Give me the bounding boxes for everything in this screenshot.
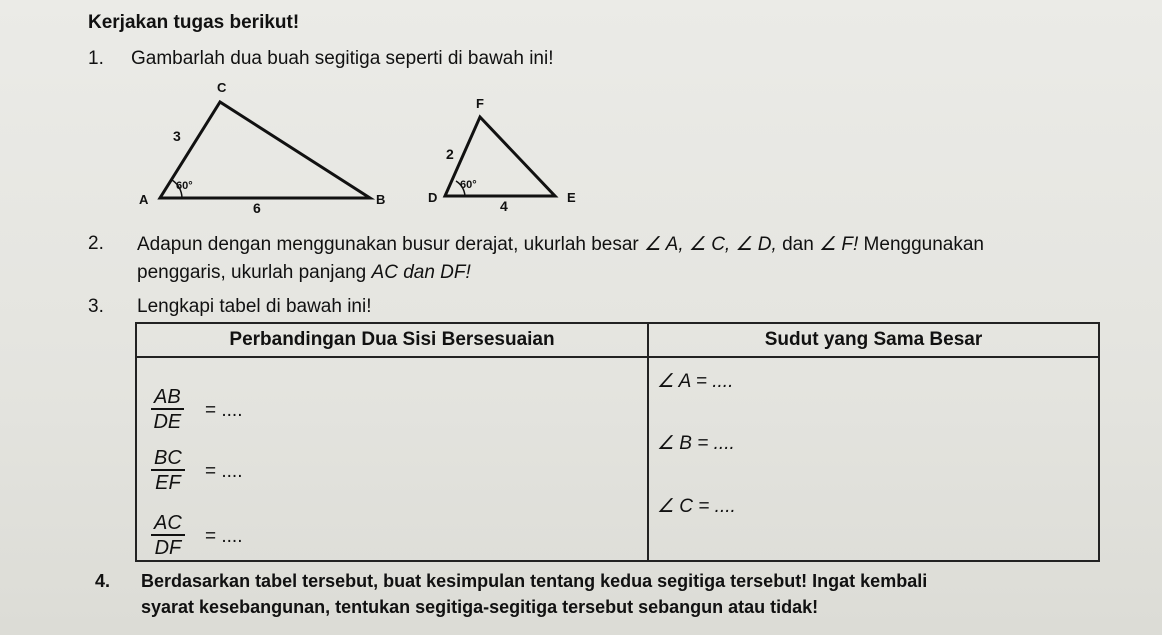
side-ac-label: 3 bbox=[173, 128, 181, 144]
q4-line2: syarat kesebangunan, tentukan segitiga-segitiga tersebut sebangun atau tidak! bbox=[141, 597, 819, 617]
ratio-ab-de-numerator: AB bbox=[151, 386, 184, 410]
q2-line1-angle-f: ∠ F! bbox=[819, 234, 859, 255]
q2-line1-post: Menggunakan bbox=[858, 234, 984, 255]
ratio-ac-df-numerator: AC bbox=[151, 512, 185, 536]
ratios-cell bbox=[136, 357, 648, 561]
comparison-table bbox=[135, 322, 1100, 562]
ratio-bc-ef-numerator: BC bbox=[151, 447, 185, 471]
ratio-ac-df-answer[interactable]: = .... bbox=[205, 526, 243, 547]
q4-number: 4. bbox=[95, 571, 111, 591]
vertex-f-label: F bbox=[476, 96, 484, 111]
table-header-ratios: Perbandingan Dua Sisi Bersesuaian bbox=[136, 323, 648, 357]
table-header-angles: Sudut yang Sama Besar bbox=[648, 323, 1099, 357]
q3-text: Lengkapi tabel di bawah ini! bbox=[137, 296, 372, 317]
ratio-bc-ef bbox=[151, 447, 185, 495]
ratio-ac-df bbox=[151, 512, 185, 560]
ratio-ab-de-answer[interactable]: = .... bbox=[205, 400, 243, 421]
q2-line2 bbox=[137, 262, 471, 284]
triangle-abc bbox=[130, 78, 400, 218]
ratio-ab-de-denominator: DE bbox=[153, 411, 182, 433]
angle-a-answer[interactable]: ∠ A = .... bbox=[657, 371, 734, 392]
vertex-d-label: D bbox=[428, 190, 438, 205]
vertex-e-label: E bbox=[567, 190, 576, 205]
side-ab-label: 6 bbox=[253, 200, 261, 216]
ratio-ab-de bbox=[151, 386, 184, 434]
q2-line1-pre: Adapun dengan menggunakan busur derajat, ukurlah besar bbox=[137, 234, 645, 255]
q2-number: 2. bbox=[88, 233, 104, 254]
q3-number: 3. bbox=[88, 296, 104, 317]
q2-line2-pre: penggaris, ukurlah panjang bbox=[137, 262, 372, 283]
ratio-bc-ef-answer[interactable]: = .... bbox=[205, 461, 243, 482]
vertex-b-label: B bbox=[376, 192, 386, 207]
triangle-def bbox=[420, 95, 600, 215]
ratio-bc-ef-denominator: EF bbox=[155, 472, 181, 494]
side-de-label: 4 bbox=[500, 198, 508, 214]
angle-a-label: 60° bbox=[176, 180, 193, 192]
vertex-c-label: C bbox=[217, 80, 227, 95]
q1-number: 1. bbox=[88, 48, 104, 69]
side-df-label: 2 bbox=[446, 146, 454, 162]
q4-line1: Berdasarkan tabel tersebut, buat kesimpulan tentang kedua segitiga tersebut! Ingat kembali bbox=[141, 571, 928, 591]
angle-d-label: 60° bbox=[460, 179, 477, 191]
angles-cell bbox=[648, 357, 1099, 561]
q2-line1 bbox=[137, 233, 984, 256]
angle-c-answer[interactable]: ∠ C = .... bbox=[657, 496, 736, 517]
ratio-ac-df-denominator: DF bbox=[154, 537, 182, 559]
vertex-a-label: A bbox=[139, 192, 149, 207]
angle-b-answer[interactable]: ∠ B = .... bbox=[657, 433, 735, 454]
q2-line1-angles: ∠ A, ∠ C, ∠ D, bbox=[644, 234, 777, 255]
q2-line2-vars: AC dan DF! bbox=[371, 262, 471, 283]
heading: Kerjakan tugas berikut! bbox=[88, 12, 300, 33]
q2-line1-mid: dan bbox=[776, 234, 820, 255]
q1-text: Gambarlah dua buah segitiga seperti di bawah ini! bbox=[131, 48, 554, 69]
